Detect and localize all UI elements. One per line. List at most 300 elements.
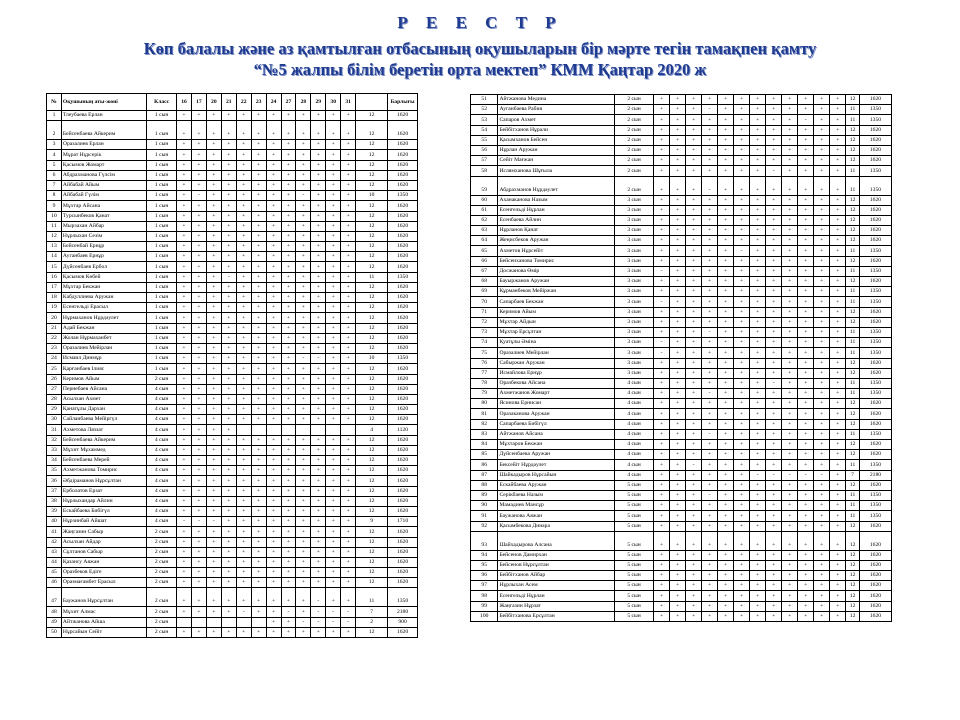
student-name: Пернебаев Айсана: [61, 384, 146, 394]
day-23: +: [734, 176, 750, 195]
student-name: Сабыржан Аружан: [498, 358, 615, 368]
day-17: +: [670, 236, 686, 246]
day-31: +: [830, 95, 846, 105]
days-count: 11: [356, 588, 388, 607]
table-row: [471, 611, 892, 621]
day-31: +: [341, 466, 356, 476]
day-30: +: [814, 409, 830, 419]
day-16: +: [177, 191, 192, 201]
day-20: +: [206, 221, 221, 231]
class-cell: 2 сын: [615, 135, 654, 145]
day-24: +: [266, 476, 281, 486]
day-27: +: [281, 323, 296, 333]
row-number: 27: [47, 384, 62, 394]
day-21: +: [702, 256, 718, 266]
total-amount: 1620: [859, 368, 891, 378]
day-20: +: [206, 111, 221, 121]
day-17: +: [670, 460, 686, 470]
student-name: Оразалиев Мейірлан: [498, 348, 615, 358]
day-20: +: [206, 415, 221, 425]
days-count: 11: [846, 115, 860, 125]
day-23: +: [251, 476, 266, 486]
total-amount: 1620: [388, 496, 418, 506]
day-17: +: [191, 111, 206, 121]
header-day-30: 30: [326, 94, 341, 111]
day-17: +: [191, 445, 206, 455]
class-cell: 1 сын: [147, 121, 177, 140]
day-31: +: [341, 384, 356, 394]
day-16: +: [654, 125, 670, 135]
day-30: +: [814, 215, 830, 225]
day-16: +: [654, 115, 670, 125]
day-17: +: [191, 170, 206, 180]
day-24: +: [266, 282, 281, 292]
day-20: +: [206, 293, 221, 303]
day-20: +: [206, 262, 221, 272]
day-31: +: [830, 581, 846, 591]
day-17: +: [191, 140, 206, 150]
day-29: +: [798, 307, 814, 317]
table-row: [471, 521, 892, 531]
day-23: +: [251, 547, 266, 557]
day-20: -: [206, 517, 221, 527]
total-amount: 1620: [388, 150, 418, 160]
days-count: 11: [846, 246, 860, 256]
days-count: 9: [356, 517, 388, 527]
day-27: +: [766, 145, 782, 155]
day-20: +: [686, 266, 702, 276]
day-28: +: [296, 303, 311, 313]
day-23: +: [734, 581, 750, 591]
day-22: +: [718, 419, 734, 429]
day-28: +: [782, 156, 798, 166]
day-28: +: [296, 496, 311, 506]
days-count: 12: [846, 195, 860, 205]
day-17: +: [191, 242, 206, 252]
day-28: +: [296, 547, 311, 557]
day-16: +: [654, 419, 670, 429]
total-amount: 1620: [388, 445, 418, 455]
table-row: [471, 440, 892, 450]
row-number: 44: [47, 557, 62, 567]
day-30: +: [326, 252, 341, 262]
day-27: +: [766, 611, 782, 621]
day-16: +: [177, 445, 192, 455]
day-23: +: [734, 460, 750, 470]
total-amount: 1620: [859, 419, 891, 429]
day-30: +: [814, 236, 830, 246]
day-30: +: [326, 323, 341, 333]
day-20: +: [686, 611, 702, 621]
row-number: 61: [471, 205, 498, 215]
day-22: +: [718, 297, 734, 307]
row-number: 13: [47, 242, 62, 252]
day-27: +: [766, 115, 782, 125]
day-31: +: [341, 262, 356, 272]
day-22: +: [236, 506, 251, 516]
day-17: +: [191, 568, 206, 578]
day-22: +: [718, 450, 734, 460]
day-23: +: [734, 358, 750, 368]
total-amount: 1620: [859, 135, 891, 145]
student-name: Кабдуллиева Аружан: [61, 293, 146, 303]
day-22: +: [236, 313, 251, 323]
day-23: +: [734, 115, 750, 125]
day-24: +: [266, 537, 281, 547]
day-21: +: [221, 415, 236, 425]
days-count: 11: [846, 338, 860, 348]
day-21: +: [221, 170, 236, 180]
day-16: +: [177, 466, 192, 476]
day-30: +: [814, 205, 830, 215]
day-27: +: [766, 409, 782, 419]
day-20: +: [686, 166, 702, 176]
day-23: +: [734, 236, 750, 246]
total-amount: 1620: [859, 215, 891, 225]
day-20: -: [686, 460, 702, 470]
day-31: +: [341, 211, 356, 221]
student-name: Қасымбекова Динара: [498, 521, 615, 531]
day-28: +: [296, 111, 311, 121]
day-21: +: [221, 343, 236, 353]
day-28: +: [296, 456, 311, 466]
day-29: +: [798, 490, 814, 500]
days-count: 12: [846, 125, 860, 135]
day-20: +: [686, 591, 702, 601]
day-22: +: [236, 476, 251, 486]
day-24: +: [266, 578, 281, 588]
day-27: +: [281, 252, 296, 262]
student-name: Нұрмаханов Нұрдәулет: [61, 313, 146, 323]
day-29: +: [798, 338, 814, 348]
day-16: +: [177, 486, 192, 496]
day-29: +: [311, 180, 326, 190]
table-row: [47, 333, 418, 343]
class-cell: 5 сын: [615, 581, 654, 591]
table-row: [47, 170, 418, 180]
day-28: [296, 425, 311, 435]
day-30: +: [326, 221, 341, 231]
day-31: +: [830, 490, 846, 500]
day-16: -: [654, 348, 670, 358]
day-22: +: [236, 557, 251, 567]
day-29: +: [798, 156, 814, 166]
header-day-16: 16: [177, 94, 192, 111]
day-27: +: [766, 176, 782, 195]
total-amount: 1620: [859, 560, 891, 570]
day-28: +: [296, 221, 311, 231]
row-number: 16: [47, 272, 62, 282]
day-20: +: [686, 409, 702, 419]
day-29: +: [311, 343, 326, 353]
day-28: +: [296, 445, 311, 455]
day-16: +: [654, 450, 670, 460]
table-row: [471, 135, 892, 145]
day-20: +: [686, 429, 702, 439]
total-amount: 1350: [859, 389, 891, 399]
day-23: +: [734, 419, 750, 429]
day-29: +: [311, 211, 326, 221]
day-20: +: [206, 486, 221, 496]
total-amount: 1350: [859, 115, 891, 125]
total-amount: 1620: [859, 145, 891, 155]
day-20: +: [206, 476, 221, 486]
day-16: +: [654, 317, 670, 327]
day-17: +: [670, 166, 686, 176]
class-cell: 5 сын: [615, 601, 654, 611]
day-30: +: [326, 170, 341, 180]
day-27: +: [766, 601, 782, 611]
student-name: Құрманбеков Мейіржан: [498, 287, 615, 297]
day-22: +: [236, 435, 251, 445]
total-amount: 1710: [388, 517, 418, 527]
day-24: +: [750, 125, 766, 135]
student-name: Шайкадыров Нұрсайын: [498, 470, 615, 480]
day-31: +: [830, 560, 846, 570]
day-27: +: [281, 121, 296, 140]
day-21: +: [702, 215, 718, 225]
table-row: [47, 456, 418, 466]
table-row: [471, 480, 892, 490]
table-row: [47, 221, 418, 231]
class-cell: 2 сын: [615, 105, 654, 115]
table-row: [471, 115, 892, 125]
day-28: +: [296, 486, 311, 496]
day-23: +: [251, 121, 266, 140]
day-31: +: [341, 170, 356, 180]
day-30: +: [814, 246, 830, 256]
day-17: +: [670, 287, 686, 297]
day-27: +: [766, 277, 782, 287]
day-29: +: [798, 277, 814, 287]
day-30: +: [814, 550, 830, 560]
table-row: [471, 399, 892, 409]
day-31: +: [341, 588, 356, 607]
row-number: 87: [471, 470, 498, 480]
student-name: Оразбекова Айсана: [498, 378, 615, 388]
day-24: +: [266, 445, 281, 455]
day-29: +: [311, 221, 326, 231]
day-17: +: [670, 338, 686, 348]
row-number: 81: [471, 409, 498, 419]
day-22: +: [236, 343, 251, 353]
day-30: +: [326, 537, 341, 547]
day-21: +: [221, 293, 236, 303]
day-30: +: [326, 476, 341, 486]
day-17: +: [191, 160, 206, 170]
day-20: +: [206, 313, 221, 323]
day-31: +: [830, 409, 846, 419]
day-23: +: [734, 317, 750, 327]
student-name: Мұхтаров Бекжан: [498, 440, 615, 450]
day-20: +: [206, 282, 221, 292]
day-29: +: [798, 266, 814, 276]
day-30: +: [814, 156, 830, 166]
total-amount: 1620: [859, 95, 891, 105]
student-name: Керимов Айым: [61, 374, 146, 384]
days-count: 12: [356, 333, 388, 343]
day-29: +: [311, 445, 326, 455]
total-amount: 1350: [859, 287, 891, 297]
day-20: +: [686, 470, 702, 480]
day-31: +: [341, 394, 356, 404]
day-17: +: [191, 537, 206, 547]
day-21: +: [221, 588, 236, 607]
day-16: +: [177, 170, 192, 180]
total-amount: 1620: [859, 581, 891, 591]
day-24: +: [750, 115, 766, 125]
day-17: +: [670, 409, 686, 419]
day-20: +: [686, 550, 702, 560]
class-cell: 1 сын: [147, 343, 177, 353]
day-22: +: [236, 111, 251, 121]
day-24: +: [750, 358, 766, 368]
day-16: +: [654, 256, 670, 266]
row-number: 21: [47, 323, 62, 333]
day-29: +: [798, 611, 814, 621]
day-30: +: [814, 460, 830, 470]
day-23: +: [251, 272, 266, 282]
day-16: +: [177, 374, 192, 384]
class-cell: 4 сын: [147, 415, 177, 425]
day-24: +: [750, 226, 766, 236]
row-number: 65: [471, 246, 498, 256]
day-30: +: [814, 560, 830, 570]
day-28: +: [782, 368, 798, 378]
day-23: +: [251, 557, 266, 567]
day-23: +: [251, 578, 266, 588]
row-number: 95: [471, 560, 498, 570]
day-16: [177, 617, 192, 627]
day-29: +: [798, 287, 814, 297]
days-count: 11: [846, 429, 860, 439]
student-name: Қасымов Көбей: [61, 272, 146, 282]
day-21: +: [221, 405, 236, 415]
day-29: +: [311, 557, 326, 567]
day-22: +: [718, 115, 734, 125]
day-27: +: [766, 521, 782, 531]
day-28: -: [296, 191, 311, 201]
day-20: +: [686, 297, 702, 307]
day-28: +: [782, 429, 798, 439]
days-count: 11: [846, 348, 860, 358]
day-17: +: [191, 252, 206, 262]
row-number: 74: [471, 338, 498, 348]
day-21: +: [221, 384, 236, 394]
student-name: Исмайлова Ернұр: [498, 368, 615, 378]
day-22: +: [718, 591, 734, 601]
day-30: +: [326, 374, 341, 384]
class-cell: 2 сын: [615, 166, 654, 176]
total-amount: 1620: [388, 384, 418, 394]
day-16: +: [177, 221, 192, 231]
class-cell: 1 сын: [147, 354, 177, 364]
header-day-29: 29: [311, 94, 326, 111]
day-17: +: [670, 611, 686, 621]
day-16: +: [654, 327, 670, 337]
day-30: +: [326, 384, 341, 394]
days-count: 11: [846, 105, 860, 115]
day-27: +: [766, 105, 782, 115]
day-23: +: [251, 496, 266, 506]
day-28: +: [782, 125, 798, 135]
day-31: +: [341, 496, 356, 506]
day-31: +: [830, 531, 846, 550]
row-number: 22: [47, 333, 62, 343]
table-row: [471, 297, 892, 307]
day-28: +: [296, 293, 311, 303]
day-23: +: [251, 201, 266, 211]
day-17: +: [670, 246, 686, 256]
table-row: [471, 277, 892, 287]
day-16: +: [654, 358, 670, 368]
table-row: [47, 293, 418, 303]
day-23: +: [251, 364, 266, 374]
day-23: +: [251, 333, 266, 343]
day-31: +: [341, 568, 356, 578]
day-22: +: [236, 445, 251, 455]
day-22: +: [718, 256, 734, 266]
day-30: +: [326, 547, 341, 557]
student-name: Ерболатов Ерзат: [61, 486, 146, 496]
day-17: +: [191, 121, 206, 140]
day-23: +: [251, 466, 266, 476]
total-amount: 1620: [859, 358, 891, 368]
day-28: +: [296, 323, 311, 333]
day-17: +: [670, 317, 686, 327]
day-20: +: [686, 135, 702, 145]
day-27: +: [281, 313, 296, 323]
total-amount: 1620: [388, 323, 418, 333]
row-number: 33: [47, 445, 62, 455]
student-name: Ауганбаева Рабия: [498, 105, 615, 115]
day-17: [191, 617, 206, 627]
day-21: +: [221, 496, 236, 506]
day-30: +: [814, 611, 830, 621]
day-17: +: [670, 115, 686, 125]
row-number: 89: [471, 490, 498, 500]
day-23: +: [251, 517, 266, 527]
student-name: Нұрлыхан Асем: [498, 581, 615, 591]
table-row: [47, 231, 418, 241]
days-count: 12: [356, 262, 388, 272]
row-number: 71: [471, 307, 498, 317]
day-27: +: [766, 591, 782, 601]
day-17: +: [191, 547, 206, 557]
day-28: +: [782, 205, 798, 215]
total-amount: 1620: [859, 611, 891, 621]
day-20: +: [206, 466, 221, 476]
day-23: +: [734, 266, 750, 276]
day-31: +: [341, 547, 356, 557]
day-27: +: [766, 429, 782, 439]
day-28: +: [296, 262, 311, 272]
day-21: +: [702, 135, 718, 145]
student-name: Сапарбаева Бибігүл: [498, 419, 615, 429]
total-amount: 1620: [859, 156, 891, 166]
days-count: 12: [356, 211, 388, 221]
days-count: 12: [846, 611, 860, 621]
class-cell: 5 сын: [615, 480, 654, 490]
student-name: Исмаил Динмұр: [61, 354, 146, 364]
days-count: 12: [356, 140, 388, 150]
day-31: +: [830, 145, 846, 155]
student-name: Сапарбаев Бекжан: [498, 297, 615, 307]
day-29: +: [311, 384, 326, 394]
day-17: +: [670, 521, 686, 531]
day-31: +: [341, 476, 356, 486]
day-20: +: [206, 191, 221, 201]
